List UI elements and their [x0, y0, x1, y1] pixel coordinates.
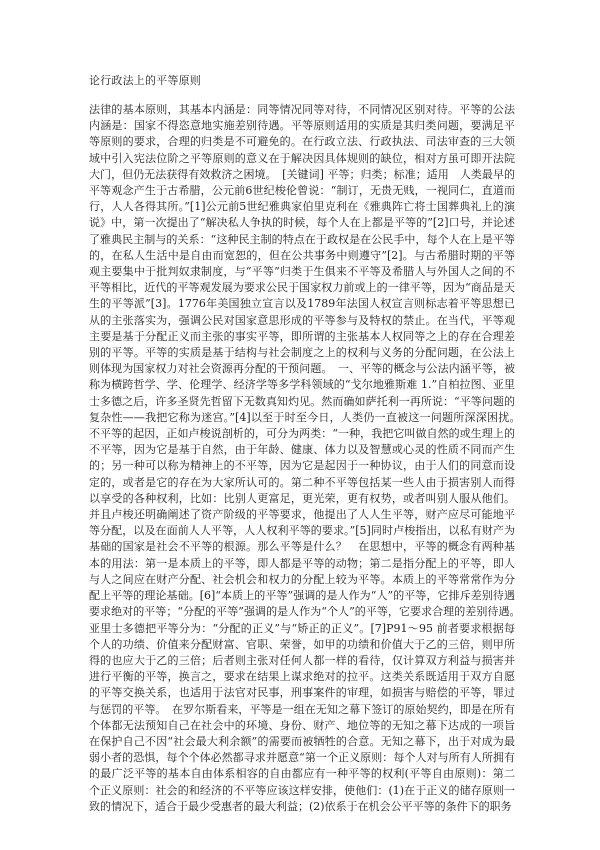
document-title: 论行政法上的平等原则 — [89, 74, 201, 87]
document-body-text: 法律的基本原则，其基本内涵是：同等情况同等对待，不同情况区别对待。平等的公法内涵是：国家不得恣意地实施差别待遇。平等原则适用的实质是其归类问题，要满足平等原则的要求，合理的归类是不可避免的。在行政立法、行政执法、司法审查的三大领域中引入宪法位阶之平等原则的意义在于解决因具体规则的缺位，相对方虽可即开法院大门，但仍无法获得有效救济之困境。 [关键词] 平等；归类；标准；适用 人类最早的平等观念产生于古希腊，公元前6世纪梭伦曾说：“制订，无贵无贱，一视同仁，直道而行，人人各得其所。”[1]公元前5世纪雅典家伯里克利在《雅典阵亡将士国葬典礼上的演说》中，第一次提出了“解决私人争执的时候，每个人在上都是平等的”[2]口号，并论述了雅典民主制与的关系：“这种民主制的特点在于政权是在公民手中，每个人在上是平等的，在私人生活中是自由而宽恕的，但在公共事务中则遵守”[2]。与古希腊时期的平等观主要集中于批判奴隶制度，与“平等”归类于生俱来不平等及希腊人与外国人之间的不平等相比，近代的平等观发展为要求公民于国家权力前或上的一律平等，因为“商品是天生的平等派”[3]。1776年美国独立宣言以及1789年法国人权宣言则标志着平等思想已从的主张落实为，强调公民对国家意思形成的平等参与及特权的禁止。在当代，平等观主要是基于分配正义而主张的事实平等，即所谓的主张基本人权同等之上的存在合理差别的平等。平等的实质是基于结构与社会制度之上的权利与义务的分配问题，在公法上则体现为国家权力对社会资源再分配的干预问题。 一、平等的概念与公法内涵平等，被称为横跨哲学、学、伦理学、经济学等多学科领域的“戈尔地雅斯难 1.”自柏拉图、亚里士多德之后，许多圣贤先哲留下无数真知灼见。然而确如萨托利一再所说：“平等问题的复杂性——我把它称为迷宫。”[4]以至于时至今日，人类仍一直被这一问题所深深困扰。 不平等的起因，正如卢梭说剖析的，可分为两类：“一种，我把它叫做自然的或生理上的不平等，因为它是基于自然，由于年龄、健康、体力以及智慧或心灵的性质不同而产生的；另一种可以称为精神上的不平等，因为它是起因于一种协议，由于人们的同意而设定的，或者是它的存在为大家所认可的。第二种不平等包括某一些人由于损害别人而得以享受的各种权利，比如：比别人更富足，更光荣，更有权势，或者叫别人服从他们。并且卢梭还明确阐述了资产阶级的平等要求，他提出了人人生平等，财产应尽可能地平等分配，以及在面前人人平等，人人权利平等的要求。”[5]同时卢梭指出，以私有财产为基础的国家是社会不平等的根源。那么平等是什么？ 在思想中，平等的概念有两种基本的用法：第一是本质上的平等，即人都是平等的动物；第二是指分配上的平等，即人与人之间应在财产分配、社会机会和权力的分配上较为平等。本质上的平等常常作为分配上平等的理论基础。[6]“本质上的平等”强调的是人作为“人”的平等，它排斥差别待遇要求绝对的平等；“分配的平等”强调的是人作为“个人”的平等，它要求合理的差别待遇。 亚里士多德把平等分为：“分配的正义”与“矫正的正义”。[7]P91～95 前者要求根据每个人的功绩、价值来分配财富、官职、荣誉，如甲的功绩和价值大于乙的三倍，则甲所得的也应大于乙的三倍；后者则主张对任何人都一样的看待，仅计算双方利益与损害并进行平衡的平等，换言之，要求在结果上谋求绝对的拉平。这类关系既适用于双方自愿的平等交换关系，也适用于法官对民事，刑事案件的审理，如损害与赔偿的平等，罪过与惩罚的平等。 在罗尔斯看来，平等是一组在无知之幕下签订的原始契约，即是在所有个体都无法预知自己在社会中的环境、身份、财产、地位等的无知之幕下达成的一项旨在保护自己不因“社会最大利余额”的需要而被牺牲的合意。无知之幕下，出于对成为最弱小者的恐惧，每个个体必然都寻求并愿意“第一个正义原则：每个人对与所有人所拥有的最广泛平等的基本自由体系相容的自由都应有一种平等的权利(平等自由原则)：第二个正义原则：社会的和经济的不平等应该这样安排，使他们：(1)在于正义的储存原则一致的情况下，适合于最少受惠者的最大利益；(2)依系于在机会公平平等的条件下的职务 — [89, 103, 526, 813]
